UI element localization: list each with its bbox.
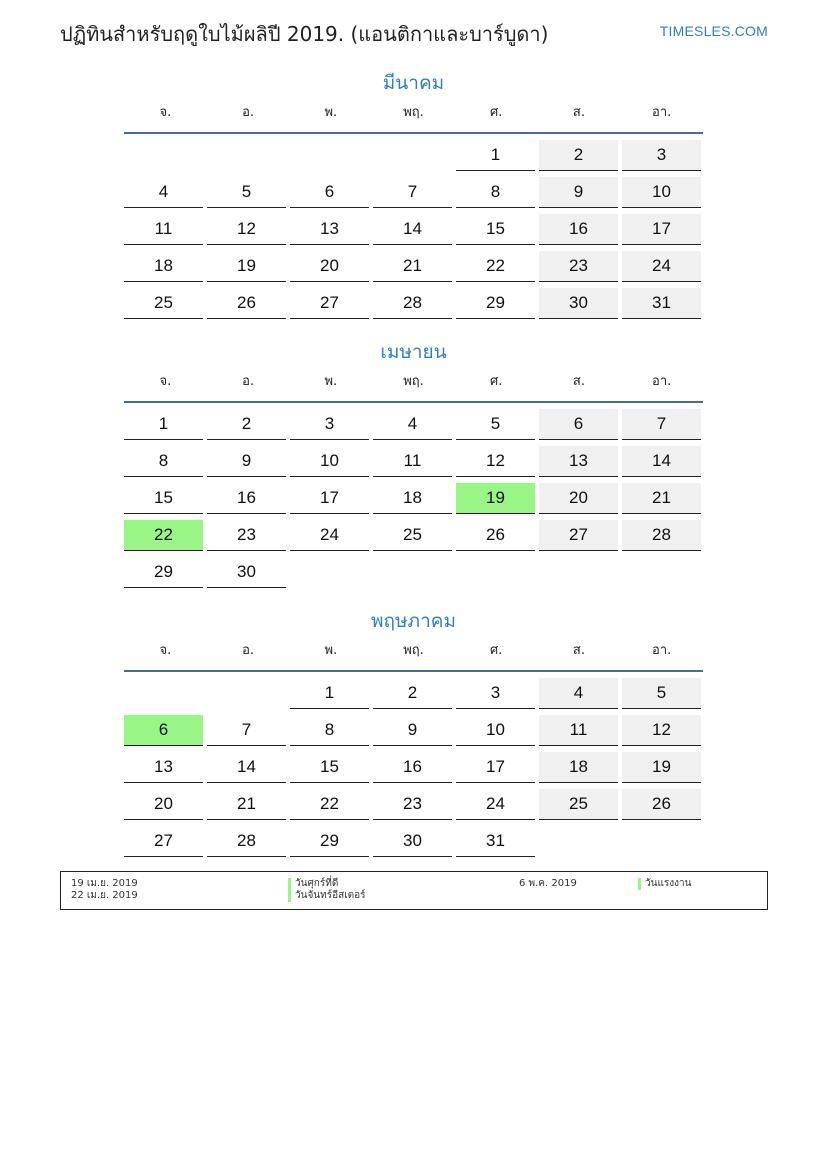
day-cell: 29 [124,557,203,588]
day-cell: 1 [124,409,203,440]
day-cell: 29 [290,826,369,857]
day-cell: 9 [539,177,618,208]
empty-day-cell [539,826,618,856]
day-cell: 2 [207,409,286,440]
day-cell: 5 [456,409,535,440]
day-cell: 30 [539,288,618,319]
day-cell: 28 [622,520,701,551]
day-cell: 14 [373,214,452,245]
day-cell: 18 [124,251,203,282]
day-cell: 21 [373,251,452,282]
weekday-label: อ. [242,374,255,389]
weekday-label: ส. [572,105,585,120]
day-cell: 6 [290,177,369,208]
weekday-label: พ. [324,105,338,120]
empty-day-cell [622,557,701,587]
day-cell: 2 [373,678,452,709]
day-cell: 1 [456,140,535,171]
empty-day-cell [290,557,369,587]
day-cell: 23 [373,789,452,820]
holiday-marker [288,890,291,902]
day-cell: 8 [290,715,369,746]
day-cell: 14 [622,446,701,477]
weekday-label: ส. [572,643,585,658]
weekday-label: จ. [159,105,172,120]
month-calendar [124,68,703,325]
day-cell: 7 [622,409,701,440]
day-cell: 16 [207,483,286,514]
holiday-marker [638,878,641,890]
day-cell: 17 [290,483,369,514]
day-cell: 18 [539,752,618,783]
empty-day-cell [373,557,452,587]
legend-entry [288,878,338,890]
weekday-header [124,102,703,134]
day-cell: 22 [290,789,369,820]
day-cell: 21 [622,483,701,514]
day-grid [124,140,703,325]
day-cell: 28 [207,826,286,857]
day-cell: 10 [456,715,535,746]
day-grid [124,409,703,594]
day-cell: 22 [456,251,535,282]
holiday-legend [60,871,768,910]
weekday-label: อา. [652,643,672,658]
day-cell: 27 [124,826,203,857]
month-calendar [124,337,703,594]
day-cell: 3 [622,140,701,171]
weekday-label: ศ. [490,643,503,658]
day-cell: 3 [290,409,369,440]
day-cell: 9 [207,446,286,477]
holiday-day-cell: 22 [124,520,203,551]
empty-day-cell [124,678,203,708]
empty-day-cell [290,140,369,170]
weekday-label: พฤ. [403,105,424,120]
weekday-label: พ. [324,643,338,658]
day-cell: 8 [124,446,203,477]
day-cell: 14 [207,752,286,783]
day-cell: 21 [207,789,286,820]
brand-link[interactable]: TIMESLES.COM [659,23,768,39]
day-cell: 6 [539,409,618,440]
day-cell: 3 [456,678,535,709]
month-name: มีนาคม [382,72,445,94]
weekday-label: จ. [159,374,172,389]
day-cell: 20 [539,483,618,514]
day-grid [124,678,703,863]
day-cell: 4 [373,409,452,440]
day-cell: 20 [290,251,369,282]
day-cell: 9 [373,715,452,746]
weekday-label: อา. [652,105,672,120]
month-name: เมษายน [380,341,447,363]
day-cell: 11 [539,715,618,746]
weekday-label: ศ. [490,374,503,389]
day-cell: 16 [539,214,618,245]
day-cell: 7 [207,715,286,746]
day-cell: 10 [622,177,701,208]
day-cell: 17 [622,214,701,245]
day-cell: 27 [539,520,618,551]
weekday-label: พฤ. [403,374,424,389]
day-cell: 26 [207,288,286,319]
weekday-header [124,371,703,403]
day-cell: 28 [373,288,452,319]
legend-date: 19 เม.ย. 2019 [71,878,138,889]
day-cell: 24 [290,520,369,551]
day-cell: 24 [456,789,535,820]
day-cell: 30 [373,826,452,857]
day-cell: 12 [622,715,701,746]
day-cell: 19 [207,251,286,282]
legend-holiday-name: วันจันทร์อีสเตอร์ [295,890,366,901]
empty-day-cell [622,826,701,856]
day-cell: 19 [622,752,701,783]
page-title: ปฏิทินสำหรับฤดูใบไม้ผลิปี 2019. (แอนติกาและบาร์บูดา) [60,22,549,46]
day-cell: 4 [124,177,203,208]
day-cell: 13 [290,214,369,245]
day-cell: 12 [207,214,286,245]
weekday-label: พฤ. [403,643,424,658]
empty-day-cell [124,140,203,170]
weekday-label: พ. [324,374,338,389]
empty-day-cell [207,140,286,170]
weekday-label: ศ. [490,105,503,120]
day-cell: 24 [622,251,701,282]
day-cell: 15 [124,483,203,514]
day-cell: 17 [456,752,535,783]
legend-entry [288,890,366,902]
day-cell: 30 [207,557,286,588]
day-cell: 11 [124,214,203,245]
day-cell: 18 [373,483,452,514]
day-cell: 23 [539,251,618,282]
day-cell: 25 [124,288,203,319]
day-cell: 5 [622,678,701,709]
holiday-marker [288,878,291,890]
month-name: พฤษภาคม [371,610,456,632]
day-cell: 4 [539,678,618,709]
day-cell: 16 [373,752,452,783]
day-cell: 5 [207,177,286,208]
day-cell: 1 [290,678,369,709]
day-cell: 26 [622,789,701,820]
day-cell: 12 [456,446,535,477]
weekday-label: จ. [159,643,172,658]
weekday-label: อ. [242,105,255,120]
day-cell: 2 [539,140,618,171]
weekday-header [124,640,703,672]
weekday-label: ส. [572,374,585,389]
day-cell: 31 [622,288,701,319]
weekday-label: อ. [242,643,255,658]
day-cell: 25 [373,520,452,551]
day-cell: 20 [124,789,203,820]
day-cell: 15 [290,752,369,783]
legend-date: 6 พ.ค. 2019 [519,878,577,889]
month-calendar [124,606,703,863]
day-cell: 15 [456,214,535,245]
day-cell: 13 [124,752,203,783]
day-cell: 7 [373,177,452,208]
day-cell: 11 [373,446,452,477]
holiday-day-cell: 6 [124,715,203,746]
day-cell: 29 [456,288,535,319]
day-cell: 31 [456,826,535,857]
legend-holiday-name: วันศุกร์ที่ดี [295,878,339,889]
empty-day-cell [539,557,618,587]
empty-day-cell [373,140,452,170]
day-cell: 25 [539,789,618,820]
day-cell: 13 [539,446,618,477]
legend-date: 22 เม.ย. 2019 [71,890,138,901]
legend-entry [638,878,691,890]
empty-day-cell [207,678,286,708]
day-cell: 23 [207,520,286,551]
day-cell: 8 [456,177,535,208]
day-cell: 10 [290,446,369,477]
holiday-day-cell: 19 [456,483,535,514]
legend-holiday-name: วันแรงงาน [645,878,692,889]
day-cell: 26 [456,520,535,551]
day-cell: 27 [290,288,369,319]
weekday-label: อา. [652,374,672,389]
empty-day-cell [456,557,535,587]
